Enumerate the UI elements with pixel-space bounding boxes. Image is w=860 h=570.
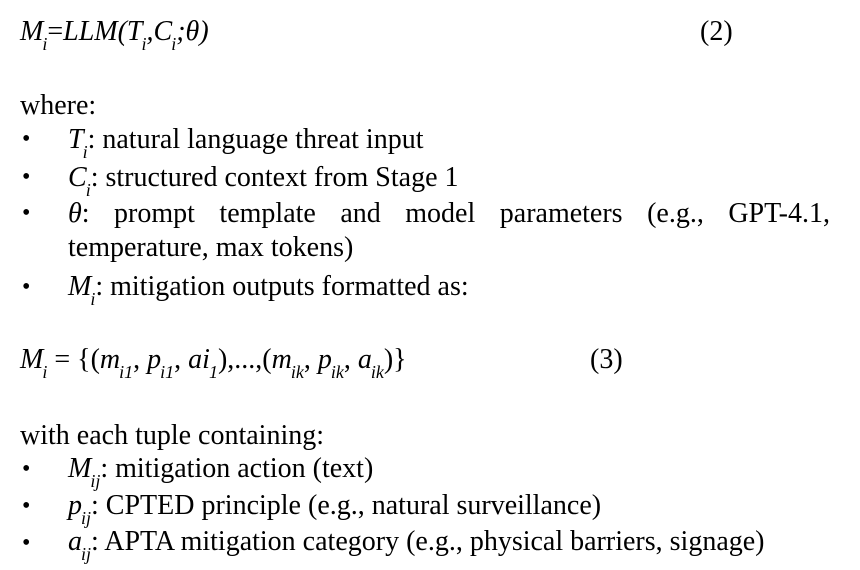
eq2-c-sub: i [171, 34, 177, 54]
bullet-aij-item [68, 526, 765, 564]
bullet-mij-var: M [68, 453, 92, 484]
eq2-t-sub: i [141, 34, 147, 54]
eq3-lhs-sub: i [42, 362, 48, 382]
bullet-m-item [68, 271, 469, 309]
bullet-m-text: : mitigation outputs formatted as: [95, 271, 469, 302]
eq3-ak-sub: ik [370, 362, 384, 382]
eq3-equals: = {( [54, 344, 100, 375]
equation-2 [20, 16, 209, 54]
eq3-mk-sub: ik [290, 362, 304, 382]
bullet-pij-item [68, 490, 602, 528]
eq3-p1: p [147, 344, 162, 375]
eq2-equals: = [47, 16, 64, 47]
bullet-c-item [68, 162, 459, 200]
bullet-marker: • [22, 164, 31, 190]
bullet-t-var: T [68, 124, 84, 155]
eq3-pk-sub: ik [330, 362, 344, 382]
eq3-p1-sub: i1 [160, 362, 175, 382]
eq2-comma-c: ,C [146, 16, 173, 47]
equation-3: $M_i = \{(m_{i1}$, $p_{i1}$, $ai_1),...,(m_{ik}$, $p_{ik}$, $a_{ik}$)} [20, 344, 407, 382]
eq3-a1: ai [188, 344, 210, 375]
eq3-middle: ),...,( [217, 344, 272, 375]
bullet-marker: • [22, 274, 31, 300]
bullet-marker: • [22, 530, 31, 556]
eq3-m1: m [99, 344, 121, 375]
bullet-m-var: M [68, 271, 92, 302]
bullet-m-sub: i [90, 289, 96, 309]
eq3-lhs-var: M [20, 344, 44, 375]
bullet-pij-sub: ij [81, 508, 92, 528]
bullet-marker: • [22, 493, 31, 519]
eq3-close: )} [383, 344, 407, 375]
where-label: where: [20, 90, 97, 121]
bullet-mij-item [68, 453, 374, 491]
bullet-pij-text: : CPTED principle (e.g., natural surveillance) [91, 490, 602, 521]
bullet-aij-text: : APTA mitigation category (e.g., physical barriers, signage) [91, 526, 765, 557]
tuple-label: with each tuple containing: [20, 420, 325, 451]
eq2-lhs-sub: i [42, 34, 48, 54]
bullet-aij-sub: ij [81, 544, 92, 564]
bullet-theta-text-line2: temperature, max tokens) [68, 232, 354, 263]
bullet-mij-text: : mitigation action (text) [100, 453, 374, 484]
bullet-pij-var: p [68, 490, 82, 521]
eq3-m1-sub: i1 [119, 362, 134, 382]
bullet-mij-sub: ij [90, 471, 101, 491]
eq2-lhs-var: M [20, 16, 44, 47]
bullet-c-sub: i [85, 180, 91, 200]
equation-3-number: (3) [590, 344, 623, 375]
eq3-ak: a [357, 344, 372, 375]
eq2-theta: ;θ) [176, 16, 209, 47]
bullet-aij-var: a [68, 526, 82, 557]
bullet-theta-var: θ [68, 198, 82, 229]
eq3-a1-sub: 1 [208, 362, 218, 382]
equation-2-number: (2) [700, 16, 733, 47]
bullet-t-item [68, 124, 424, 162]
bullet-t-sub: i [82, 142, 88, 162]
eq3-mk: m [271, 344, 292, 375]
bullet-theta-text: : prompt template and model parameters (e.g., GPT-4.1, [81, 198, 830, 229]
eq2-func: LLM(T [63, 16, 143, 47]
bullet-marker: • [22, 200, 31, 226]
bullet-c-var: C [68, 162, 87, 193]
bullet-theta-item [68, 197, 830, 265]
eq3-pk: p [317, 344, 332, 375]
bullet-marker: • [22, 456, 31, 482]
bullet-marker: • [22, 126, 31, 152]
bullet-t-text: : natural language threat input [87, 124, 424, 155]
bullet-c-text: : structured context from Stage 1 [90, 162, 459, 193]
